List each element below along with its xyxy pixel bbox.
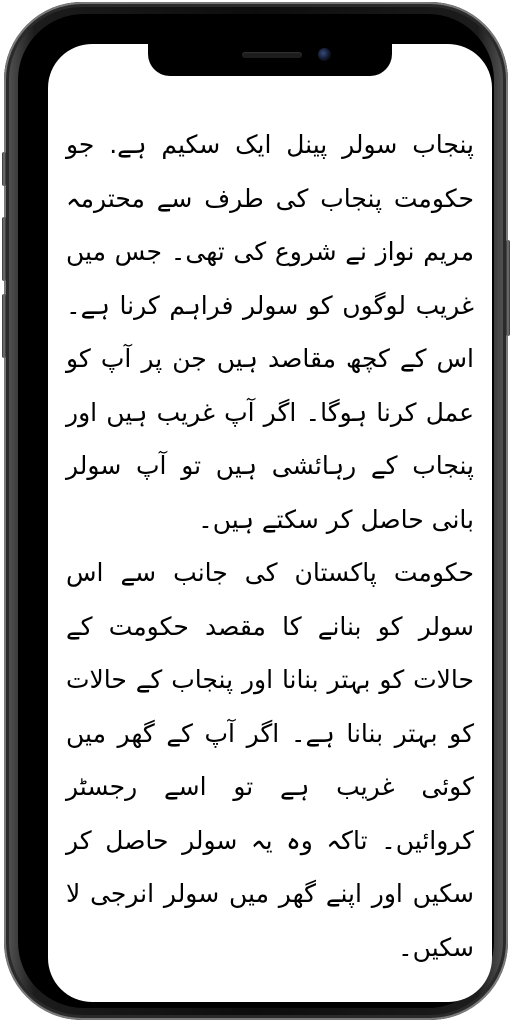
screen [48, 44, 492, 1002]
phone-frame [4, 2, 508, 1020]
screen-bezel [18, 14, 494, 1008]
article-body [66, 118, 474, 974]
volume-down-button [2, 294, 6, 358]
power-button [506, 240, 510, 336]
volume-up-button [2, 217, 6, 281]
article-paragraph-2: حکومت پاکستان کی جانب سے اس سولر کو بنانے کا مقصد حکومت کے حالات کو بہتر بنانا اور پنجاب کے حالات کو بہتر بنانا ہے۔ اگر آپ کے گھر میں کوئی غریب ہے تو اسے رجسٹر کروائیں۔ تاکہ وہ یہ سولر حاصل کر سکیں اور اپنے گھر میں سولر انرجی لا سکیں۔ [66, 558, 474, 962]
speaker-grille [242, 52, 302, 58]
article-paragraph-1: پنجاب سولر پینل ایک سکیم ہے. جو حکومت پنجاب کی طرف سے محترمہ مریم نواز نے شروع کی تھی۔ جس میں غریب لوگوں کو سولر فراہم کرنا ہے۔ اس کے کچھ مقاصد ہیں جن پر آپ کو عمل کرنا ہوگا۔ اگر آپ غریب ہیں اور پنجاب کے رہائشی ہیں تو آپ سولر بانی حاصل کر سکتے ہیں۔ [66, 130, 474, 534]
notch [148, 44, 392, 76]
silent-switch [2, 152, 6, 186]
front-camera-icon [318, 48, 331, 61]
